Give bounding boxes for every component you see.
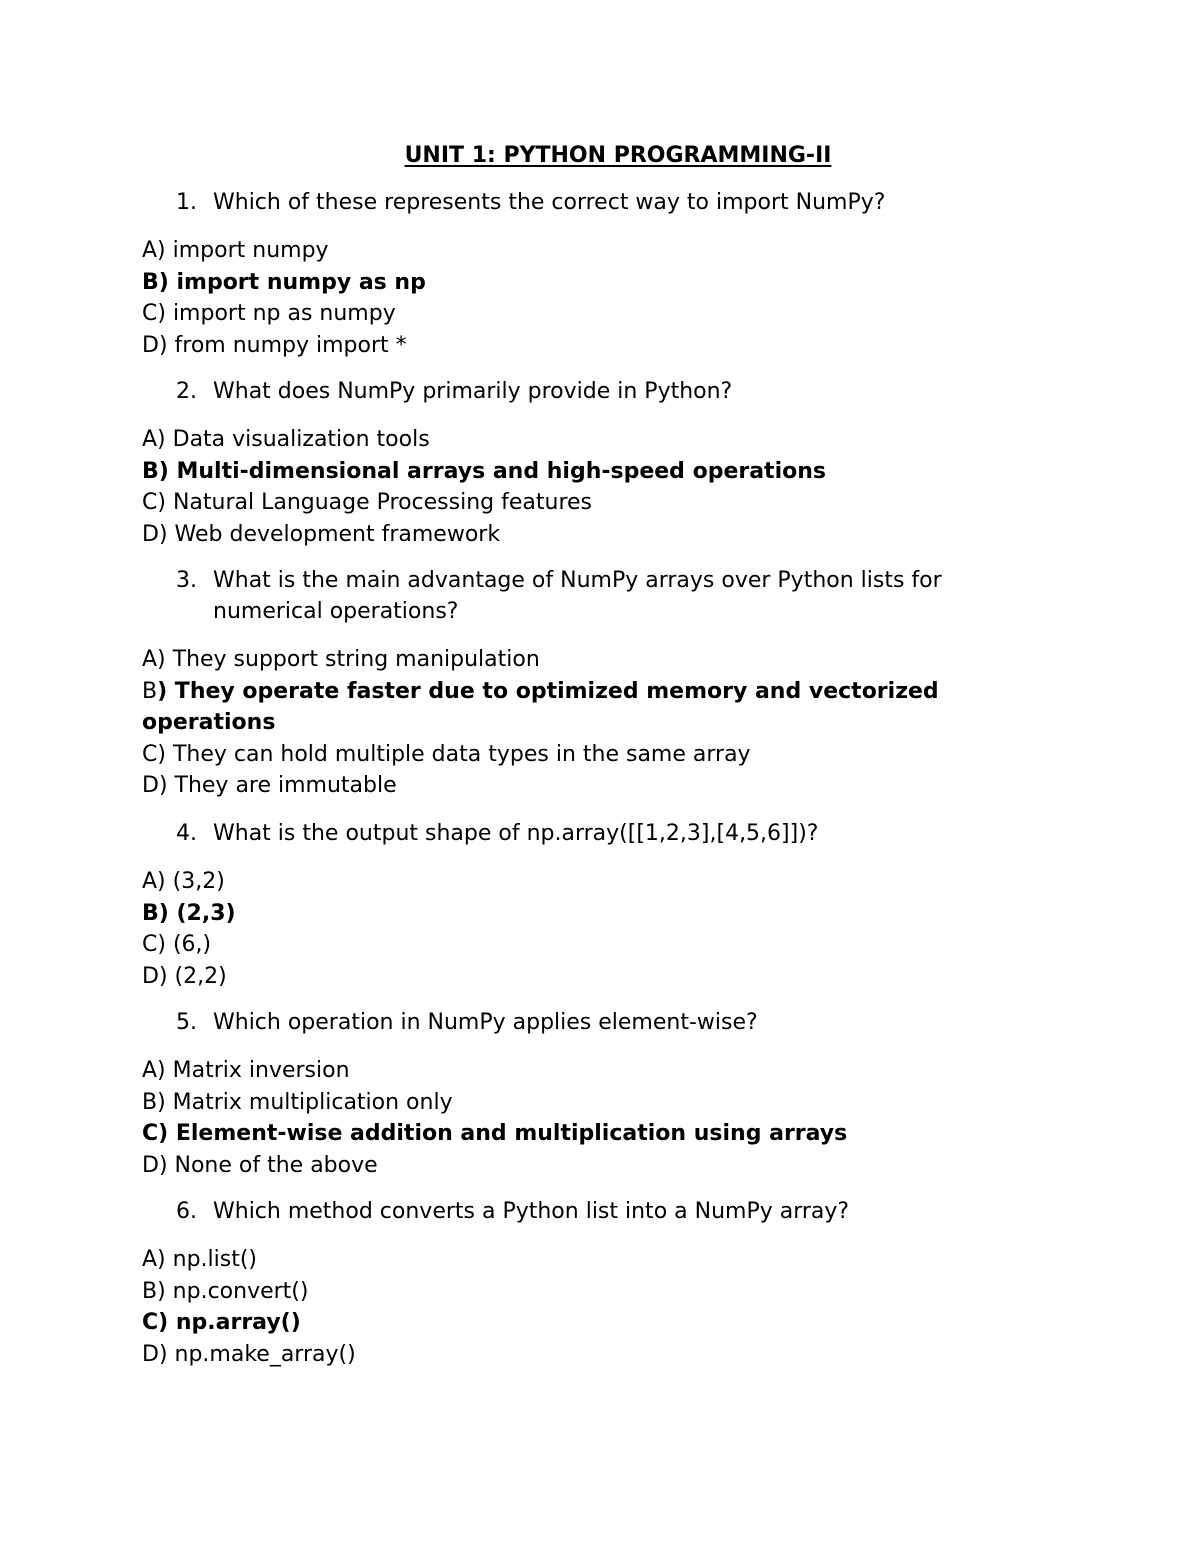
question-number: 3.	[176, 568, 197, 593]
options-list	[142, 866, 1042, 992]
option-b: B) Matrix multiplication only	[142, 1089, 453, 1115]
option-b-correct: B) (2,3)	[142, 900, 236, 926]
question-stem: Which of these represents the correct way to import NumPy?	[213, 190, 886, 215]
question-number: 4.	[176, 821, 197, 846]
question-number: 6.	[176, 1199, 197, 1224]
option-c: C) import np as numpy	[142, 301, 396, 326]
option-b-correct: B) import numpy as np	[142, 269, 426, 295]
options-list	[142, 235, 1042, 361]
question-text	[142, 1196, 1042, 1227]
option-a: A) (3,2)	[142, 869, 225, 894]
question-number: 2.	[176, 379, 197, 404]
question-text	[142, 818, 1042, 849]
question-block	[142, 376, 1042, 550]
question-stem: What is the output shape of np.array([[1,2,3],[4,5,6]])?	[213, 821, 819, 846]
question-block	[142, 565, 1042, 802]
option-body: ) They operate faster due to optimized memory and vectorized operations	[142, 678, 939, 735]
question-text	[142, 187, 1042, 218]
question-stem: Which method converts a Python list into a NumPy array?	[213, 1199, 850, 1224]
question-number: 5.	[176, 1010, 197, 1035]
option-c-correct: C) Element-wise addition and multiplication using arrays	[142, 1121, 848, 1146]
option-d: D) They are immutable	[142, 773, 397, 798]
option-c: C) (6,)	[142, 932, 212, 957]
question-text	[142, 376, 1042, 407]
question-stem: Which operation in NumPy applies element-wise?	[213, 1010, 758, 1035]
option-b-correct	[142, 676, 1022, 739]
question-text	[142, 1007, 1042, 1038]
options-list	[142, 1244, 1042, 1370]
option-a: A) np.list()	[142, 1247, 258, 1272]
question-number: 1.	[176, 190, 197, 215]
question-stem: What does NumPy primarily provide in Python?	[213, 379, 733, 404]
option-c: C) They can hold multiple data types in the same array	[142, 741, 751, 767]
question-block	[142, 818, 1042, 992]
question-stem: What is the main advantage of NumPy arrays over Python lists for numerical operations?	[213, 568, 942, 624]
question-block	[142, 1196, 1042, 1370]
option-a: A) They support string manipulation	[142, 647, 540, 672]
option-d: D) (2,2)	[142, 963, 227, 989]
question-text	[142, 565, 1042, 627]
question-block	[142, 187, 1042, 361]
option-a: A) import numpy	[142, 238, 329, 263]
option-c: C) Natural Language Processing features	[142, 490, 593, 515]
option-d: D) np.make_array()	[142, 1341, 356, 1367]
options-list	[142, 424, 1042, 550]
option-letter: B	[142, 678, 158, 704]
option-d: D) Web development framework	[142, 521, 501, 547]
option-b: B) np.convert()	[142, 1278, 309, 1304]
question-block	[142, 1007, 1042, 1181]
option-b-correct: B) Multi-dimensional arrays and high-speed operations	[142, 458, 826, 484]
option-d: D) None of the above	[142, 1152, 378, 1178]
option-a: A) Data visualization tools	[142, 427, 430, 452]
options-list	[142, 644, 1042, 802]
option-c-correct: C) np.array()	[142, 1310, 301, 1335]
option-a: A) Matrix inversion	[142, 1058, 350, 1083]
option-d: D) from numpy import *	[142, 332, 407, 358]
options-list	[142, 1055, 1042, 1181]
page-title: UNIT 1: PYTHON PROGRAMMING-II	[404, 143, 832, 168]
